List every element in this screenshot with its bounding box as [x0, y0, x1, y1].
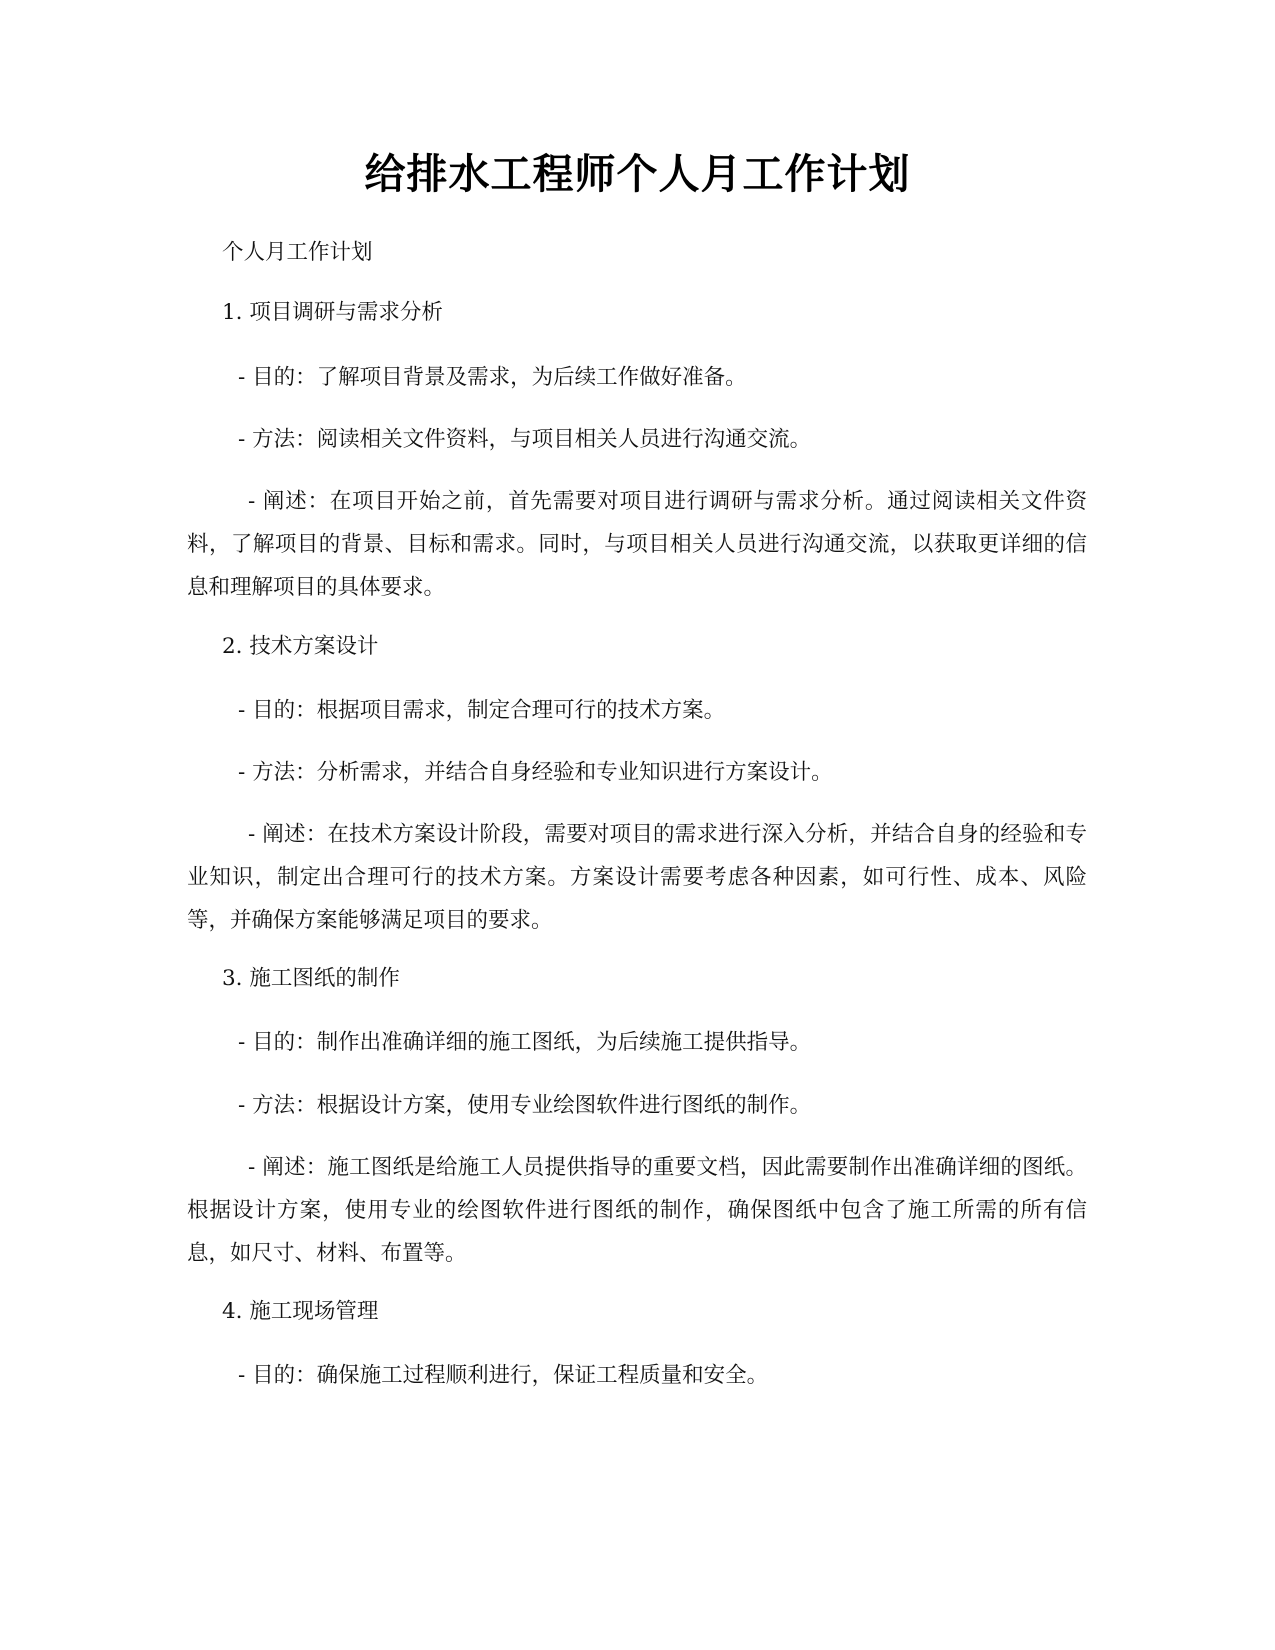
section-purpose: - 目的：确保施工过程顺利进行，保证工程质量和安全。 — [238, 1363, 769, 1388]
section-purpose: - 目的：了解项目背景及需求，为后续工作做好准备。 — [238, 365, 747, 390]
section-heading: 1. 项目调研与需求分析 — [222, 300, 443, 325]
document-title: 给排水工程师个人月工作计划 — [364, 150, 911, 198]
section-method: - 方法：分析需求，并结合自身经验和专业知识进行方案设计。 — [238, 760, 833, 785]
section-description: - 阐述：在技术方案设计阶段，需要对项目的需求进行深入分析，并结合自身的经验和专业知识，制定出合理可行的技术方案。方案设计需要考虑各种因素，如可行性、成本、风险等，并确保方案能够满足项目的要求。 — [187, 822, 1087, 933]
section-method: - 方法：根据设计方案，使用专业绘图软件进行图纸的制作。 — [238, 1093, 812, 1118]
section-method: - 方法：阅读相关文件资料，与项目相关人员进行沟通交流。 — [238, 427, 812, 452]
document-subtitle: 个人月工作计划 — [222, 240, 373, 265]
section-purpose: - 目的：制作出准确详细的施工图纸，为后续施工提供指导。 — [238, 1030, 812, 1055]
section-description: - 阐述：施工图纸是给施工人员提供指导的重要文档，因此需要制作出准确详细的图纸。根据设计方案，使用专业的绘图软件进行图纸的制作，确保图纸中包含了施工所需的所有信息，如尺寸、材料、布置等。 — [187, 1155, 1087, 1266]
section-heading: 4. 施工现场管理 — [222, 1299, 379, 1324]
section-purpose: - 目的：根据项目需求，制定合理可行的技术方案。 — [238, 698, 726, 723]
section-heading: 2. 技术方案设计 — [222, 634, 379, 659]
section-heading: 3. 施工图纸的制作 — [222, 966, 400, 991]
section-description: - 阐述：在项目开始之前，首先需要对项目进行调研与需求分析。通过阅读相关文件资料，了解项目的背景、目标和需求。同时，与项目相关人员进行沟通交流，以获取更详细的信息和理解项目的具体要求。 — [187, 489, 1087, 600]
